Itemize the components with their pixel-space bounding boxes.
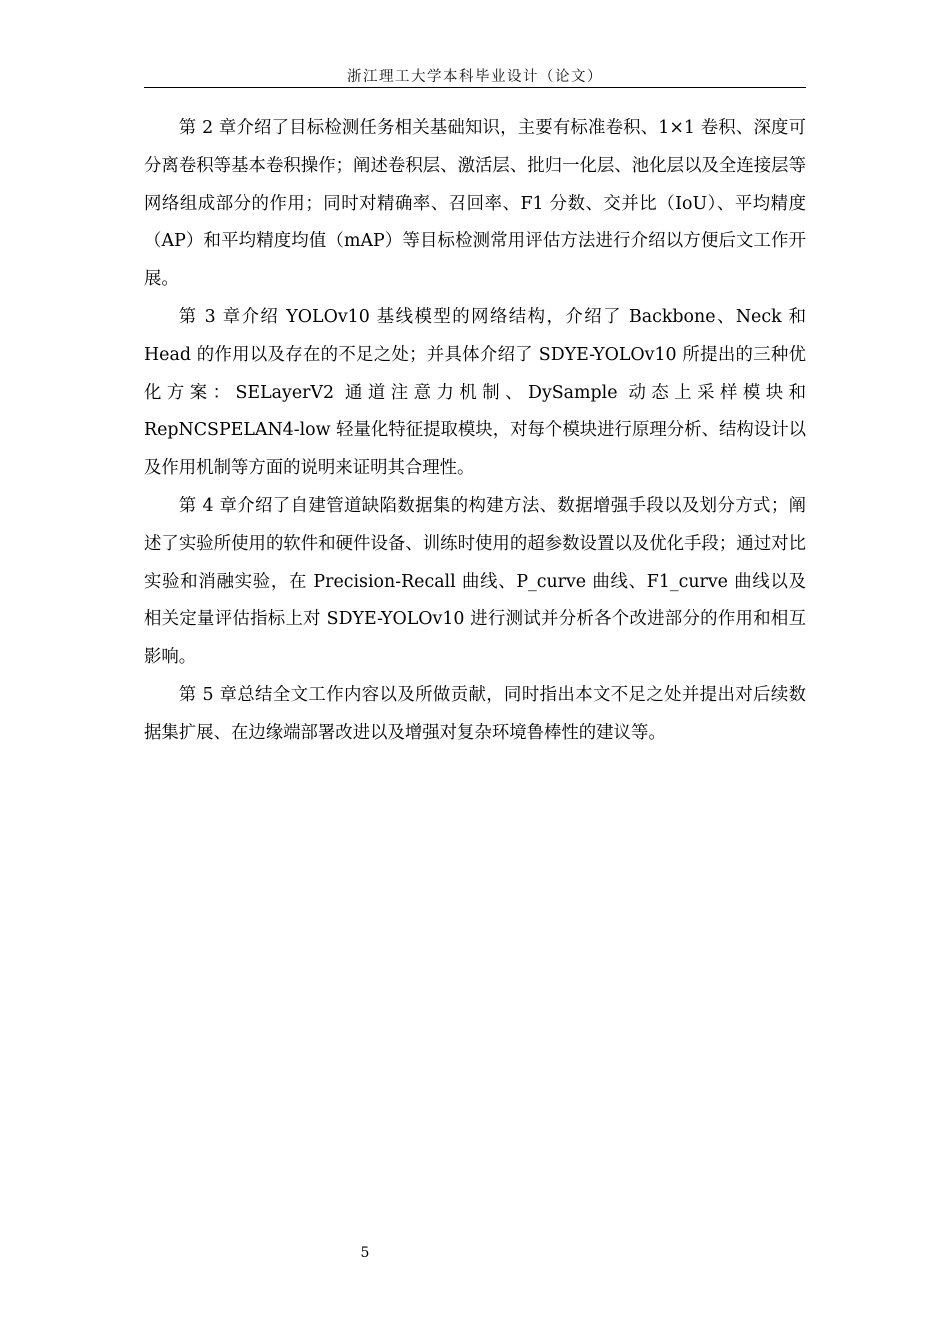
paragraph-chapter-5: 第 5 章总结全文工作内容以及所做贡献，同时指出本文不足之处并提出对后续数据集扩展、在边缘端部署改进以及增强对复杂环境鲁棒性的建议等。 xyxy=(144,684,806,743)
running-header: 浙江理工大学本科毕业设计（论文） xyxy=(347,69,603,85)
paragraph-chapter-2: 第 2 章介绍了目标检测任务相关基础知识，主要有标准卷积、1×1 卷积、深度可分离卷积等基本卷积操作；阐述卷积层、激活层、批归一化层、池化层以及全连接层等网络组成部分的作用；同时对精确率、召回率、F1 分数、交并比（IoU）、平均精度（AP）和平均精度均值（mAP）等目标检测常用评估方法进行介绍以方便后文工作开展。 xyxy=(144,118,806,290)
paragraph-chapter-3: 第 3 章介绍 YOLOv10 基线模型的网络结构，介绍了 Backbone、Neck 和 Head 的作用以及存在的不足之处；并具体介绍了 SDYE-YOLOv10 所提出的三种优化方案：SELayerV2 通道注意力机制、DySample 动态上采样模块和 RepNCSPELAN4-low 轻量化特征提取模块，对每个模块进行原理分析、结构设计以及作用机制等方面的说明来证明其合理性。 xyxy=(144,306,806,479)
header-divider xyxy=(144,87,806,88)
page-number: 5 xyxy=(360,1245,370,1261)
body-text xyxy=(144,110,806,753)
paragraph-chapter-4: 第 4 章介绍了自建管道缺陷数据集的构建方法、数据增强手段以及划分方式；阐述了实验所使用的软件和硬件设备、训练时使用的超参数设置以及优化手段；通过对比实验和消融实验，在 Precision-Recall 曲线、P_curve 曲线、F1_curve 曲线以及相关定量评估指标上对 SDYE-YOLOv10 进行测试并分析各个改进部分的作用和相互影响。 xyxy=(144,495,806,668)
